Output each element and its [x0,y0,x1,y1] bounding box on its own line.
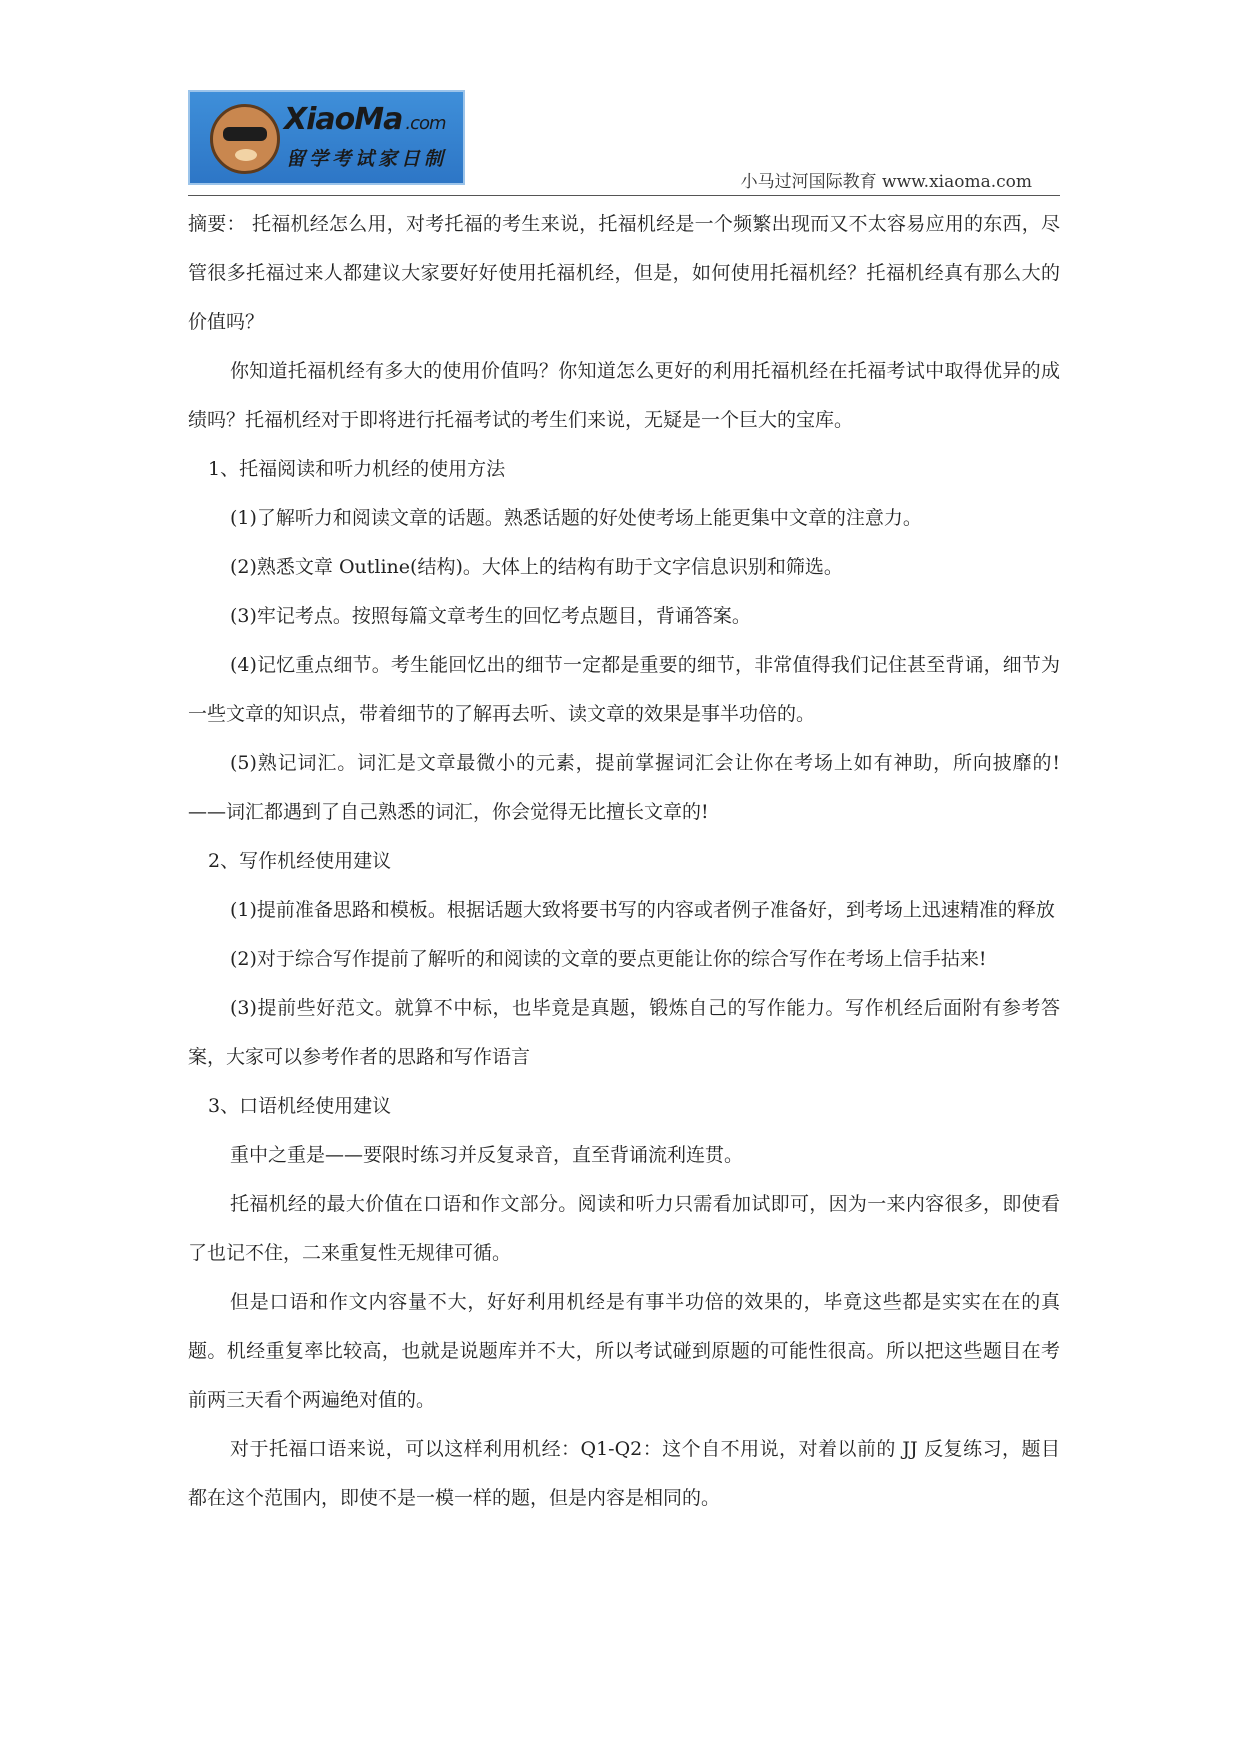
body-paragraph: 重中之重是——要限时练习并反复录音，直至背诵流利连贯。 [230,1144,744,1166]
logo-tagline: 留学考试家日制 [286,148,448,170]
section-heading-writing: 2、写作机经使用建议 [208,850,392,872]
site-line: 小马过河国际教育 www.xiaoma.com [740,172,1032,192]
list-item: (2)熟悉文章 Outline(结构)。大体上的结构有助于文字信息识别和筛选。 [230,556,843,578]
list-item: (5)熟记词汇。词汇是文章最微小的元素，提前掌握词汇会让你在考场上如有神助，所向披靡的!——词汇都遇到了自己熟悉的词汇，你会觉得无比擅长文章的! [188,752,1060,823]
body-paragraph: 但是口语和作文内容量不大，好好利用机经是有事半功倍的效果的，毕竟这些都是实实在在的真题。机经重复率比较高，也就是说题库并不大，所以考试碰到原题的可能性很高。所以把这些题目在考前两三天看个两遍绝对值的。 [188,1291,1060,1411]
abstract-paragraph: 摘要： 托福机经怎么用，对考托福的考生来说，托福机经是一个频繁出现而又不太容易应用的东西，尽管很多托福过来人都建议大家要好好使用托福机经，但是，如何使用托福机经？托福机经真有那么大的价值吗？ [188,213,1060,333]
article-body [188,200,1060,1523]
logo-brand-domain: .com [405,113,446,134]
list-item: (1)提前准备思路和模板。根据话题大致将要书写的内容或者例子准备好，到考场上迅速精准的释放 [230,899,1055,921]
logo-brand [284,102,446,137]
pony-mascot-icon [210,104,280,174]
list-item: (2)对于综合写作提前了解听的和阅读的文章的要点更能让你的综合写作在考场上信手拈来! [230,948,987,970]
logo-brand-name: XiaoMa [284,102,403,137]
list-item: (4)记忆重点细节。考生能回忆出的细节一定都是重要的细节，非常值得我们记住甚至背诵，细节为一些文章的知识点，带着细节的了解再去听、读文章的效果是事半功倍的。 [188,654,1060,725]
body-paragraph: 对于托福口语来说，可以这样利用机经：Q1-Q2：这个自不用说，对着以前的 JJ 反复练习，题目都在这个范围内，即使不是一模一样的题，但是内容是相同的。 [188,1438,1060,1509]
page-header [188,90,1060,196]
section-heading-speaking: 3、口语机经使用建议 [208,1095,392,1117]
list-item: (3)牢记考点。按照每篇文章考生的回忆考点题目，背诵答案。 [230,605,751,627]
list-item: (3)提前些好范文。就算不中标，也毕竟是真题，锻炼自己的写作能力。写作机经后面附有参考答案，大家可以参考作者的思路和写作语言 [188,997,1060,1068]
body-paragraph: 托福机经的最大价值在口语和作文部分。阅读和听力只需看加试即可，因为一来内容很多，即使看了也记不住，二来重复性无规律可循。 [188,1193,1060,1264]
section-heading-reading-listening: 1、托福阅读和听力机经的使用方法 [208,458,506,480]
intro-paragraph: 你知道托福机经有多大的使用价值吗？你知道怎么更好的利用托福机经在托福考试中取得优异的成绩吗？托福机经对于即将进行托福考试的考生们来说，无疑是一个巨大的宝库。 [188,360,1060,431]
xiaoma-logo [188,90,465,185]
list-item: (1)了解听力和阅读文章的话题。熟悉话题的好处使考场上能更集中文章的注意力。 [230,507,922,529]
